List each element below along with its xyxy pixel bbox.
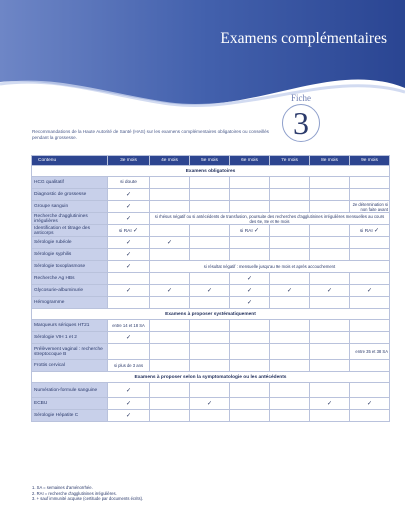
col-header: 5e mois (190, 156, 230, 166)
row-label: Sérologie rubéole (32, 237, 108, 249)
page-title: Examens complémentaires (220, 30, 387, 47)
cell: 2e détermination si non faite avant (350, 201, 390, 213)
section-title: Examens à proposer systématiquement (32, 309, 390, 320)
cell: si RAI (118, 229, 132, 234)
row-label: Diagnostic de grossesse (32, 189, 108, 201)
table-row (32, 225, 390, 237)
row-label: ECBU (32, 398, 108, 410)
check-icon: ✓ (125, 387, 132, 394)
table-row (32, 332, 390, 344)
cell: entre 35 et 38 SA (350, 344, 390, 360)
cell: si plus de 3 ans (108, 360, 150, 372)
exams-table (31, 155, 390, 422)
col-header: 7e mois (270, 156, 310, 166)
check-icon: ✓ (326, 401, 333, 407)
row-label: Identification et titrage des anticorps (32, 225, 108, 237)
footnote: 2. RAI = recherche d'agglutinines irrégulières. (32, 490, 117, 496)
footnotes (32, 485, 143, 502)
header-banner (0, 0, 405, 115)
section-title: Examens à proposer selon la symptomatologie ou les antécédents (32, 372, 390, 383)
check-icon: ✓ (125, 252, 132, 258)
footnote: 1. SA = semaines d'aménorrhée. (32, 485, 93, 490)
col-header: 9e mois (350, 156, 390, 166)
col-header: 3e mois (108, 156, 150, 166)
check-icon: ✓ (246, 276, 253, 282)
row-label: Glycosurie-albuminurie (32, 285, 108, 297)
cell: si doute (108, 177, 150, 189)
row-label: Prélèvement vaginal : recherche streptocoque B (32, 344, 108, 360)
row-label: Sérologie toxoplasmose (32, 261, 108, 273)
row-label: Sérologie syphilis (32, 249, 108, 261)
fiche-number: 3 (282, 104, 320, 142)
check-icon: ✓ (125, 401, 132, 407)
row-label: Recherche d'agglutinines irrégulières (32, 213, 108, 225)
check-icon: ✓ (374, 228, 380, 234)
section-row (32, 166, 390, 177)
check-icon: ✓ (366, 401, 373, 407)
cell: entre 14 et 18 SA (108, 320, 150, 332)
intro-text: Recommandations de la Haute Autorité de Santé (HAS) sur les examens complémentaires obligatoires ou conseillés pendant la grossesse. (32, 129, 269, 140)
check-icon: ✓ (125, 216, 132, 222)
check-icon: ✓ (206, 401, 213, 407)
row-label: Sérologie Hépatite C (32, 410, 108, 422)
check-icon: ✓ (246, 288, 253, 294)
check-icon: ✓ (125, 413, 132, 419)
check-icon: ✓ (125, 335, 132, 341)
row-label: Frottis cervical (32, 360, 108, 372)
table-row (32, 297, 390, 309)
cell: si rhésus négatif ou si antécédents de transfusion, poursuite des recherches d'agglutinines irrégulières mensuelles au cours des 6e, 8e et 9e mois (150, 213, 390, 225)
check-icon: ✓ (326, 288, 333, 294)
table-row (32, 285, 390, 297)
section-title: Examens obligatoires (32, 166, 390, 177)
check-icon: ✓ (125, 240, 132, 246)
check-icon: ✓ (286, 288, 293, 294)
table-row (32, 249, 390, 261)
fiche-badge (281, 93, 321, 145)
section-row (32, 372, 390, 383)
table-row (32, 237, 390, 249)
check-icon: ✓ (366, 288, 373, 294)
table-row (32, 410, 390, 422)
row-label: Marqueurs sériques HT21 (32, 320, 108, 332)
col-header: Contenu (32, 156, 108, 166)
table-row (32, 360, 390, 372)
row-label: Sérologie VIH 1 et 2 (32, 332, 108, 344)
footnote: 3. + sauf immunité acquise (certitude par documents écrits). (32, 496, 144, 501)
check-icon: ✓ (206, 288, 213, 294)
row-label: Numération-formule sanguine (32, 383, 108, 398)
row-label: Groupe sanguin (32, 201, 108, 213)
check-icon: ✓ (166, 288, 173, 294)
table-row (32, 383, 390, 398)
row-label: Hémogramme (32, 297, 108, 309)
check-icon: ✓ (133, 228, 139, 234)
check-icon: ✓ (125, 264, 132, 270)
table-row (32, 201, 390, 213)
table-row (32, 320, 390, 332)
cell: si résultat négatif : mensuelle jusqu'au 9e mois et après accouchement (150, 261, 390, 273)
check-icon: ✓ (125, 204, 132, 210)
table-row (32, 177, 390, 189)
check-icon: ✓ (125, 288, 132, 294)
table-row (32, 261, 390, 273)
check-icon: ✓ (246, 300, 253, 306)
section-row (32, 309, 390, 320)
col-header: 6e mois (230, 156, 270, 166)
col-header: 8e mois (310, 156, 350, 166)
table-row (32, 273, 390, 285)
row-label: HCG qualitatif (32, 177, 108, 189)
fiche-label: Fiche (291, 93, 311, 103)
cell: si RAI (359, 229, 373, 234)
table-row (32, 344, 390, 360)
check-icon: ✓ (254, 228, 260, 234)
check-icon: ✓ (166, 240, 173, 246)
cell: si RAI (239, 229, 253, 234)
col-header: 4e mois (150, 156, 190, 166)
table-row (32, 213, 390, 225)
check-icon: ✓ (125, 192, 132, 198)
table-row (32, 398, 390, 410)
table-row (32, 189, 390, 201)
row-label: Recherche Ag HBs (32, 273, 108, 285)
table-header-row (32, 156, 390, 166)
